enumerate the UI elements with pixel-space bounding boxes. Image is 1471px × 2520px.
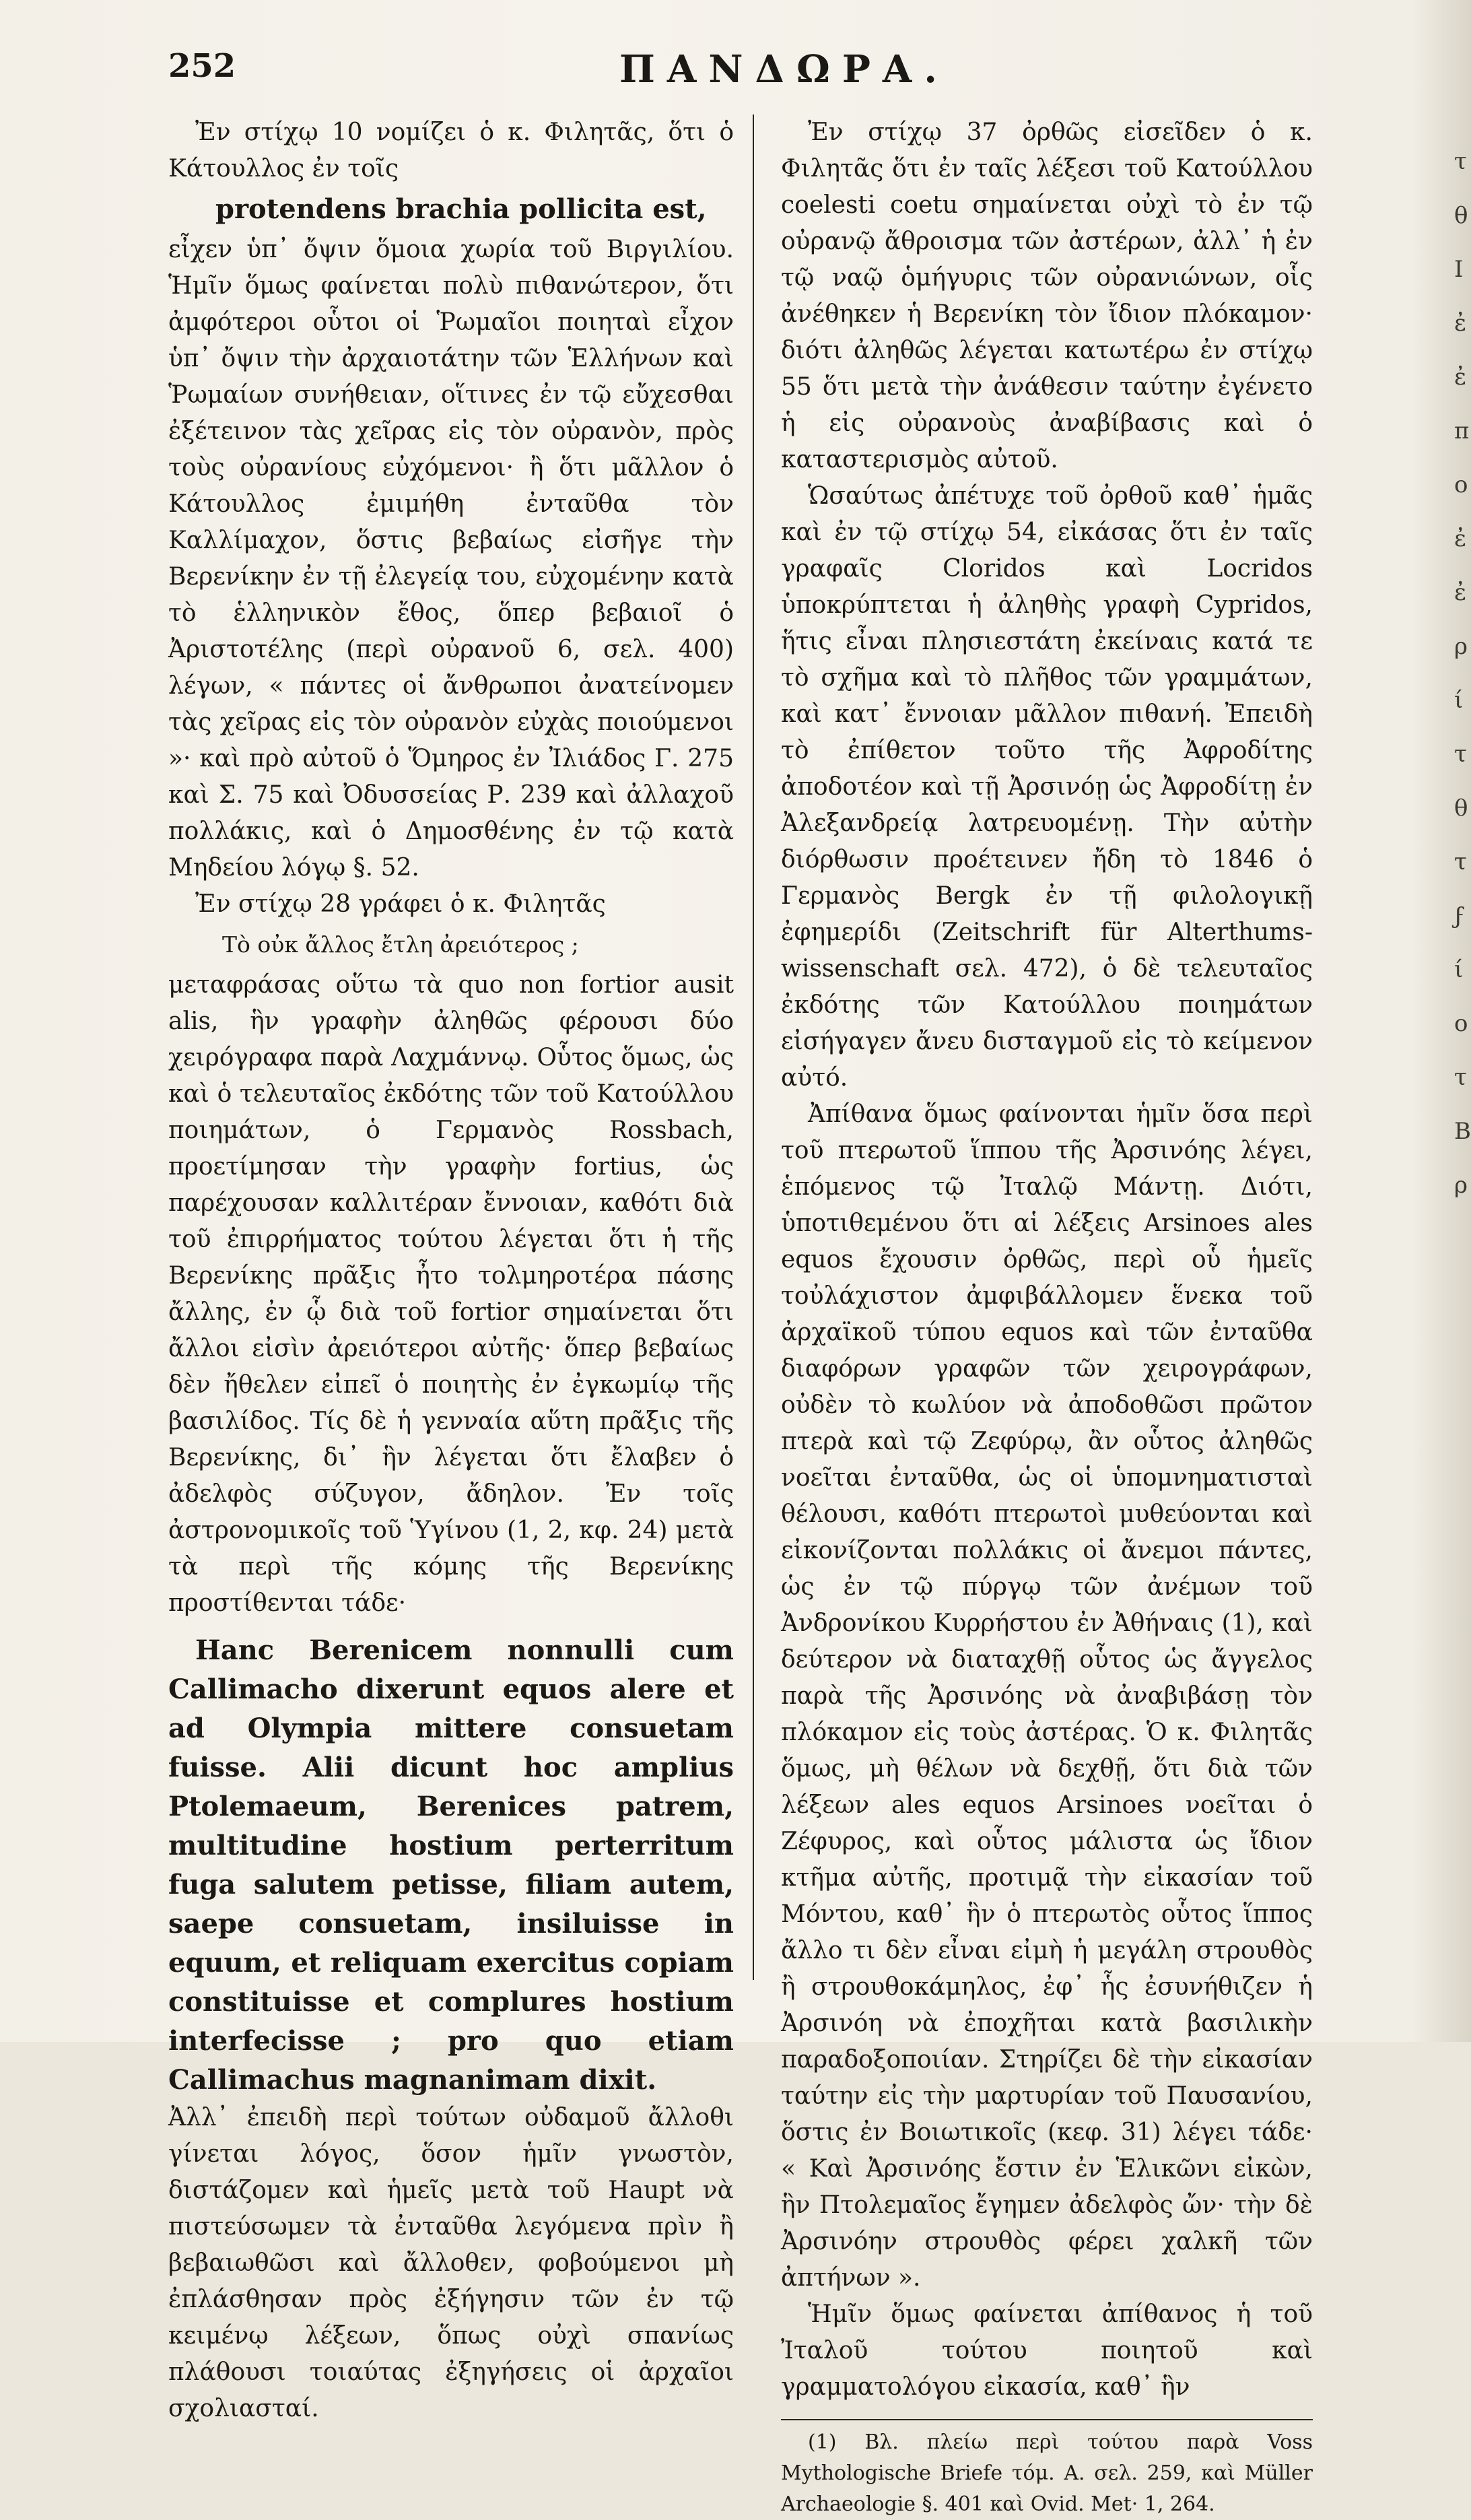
right-column bbox=[781, 114, 1313, 2520]
margin-glyph: θ bbox=[1454, 795, 1468, 822]
margin-glyph: Ι bbox=[1454, 256, 1464, 283]
page-number: 252 bbox=[168, 47, 236, 85]
latin-quotation: protendens brachia pollicita est, bbox=[215, 193, 707, 225]
paragraph: Ἀπίθανα ὅμως φαίνονται ἡμῖν ὅσα περὶ τοῦ πτερωτοῦ ἵππου τῆς Ἀρσινόης λέγει, ἑπόμενος τῷ Ἰταλῷ Μάντῃ. Διότι, ὑποτιθεμένου ὅτι αἱ λέξεις Arsinoes ales equos ἔχουσιν ὀρθῶς, περὶ οὗ ἡμεῖς τοὐλάχιστον ἀμφιβάλλομεν ἕνεκα τοῦ ἀρχαϊκοῦ τύπου equos καὶ τῶν ἐνταῦθα διαφόρων γραφῶν τῶν χειρογράφων, οὐδὲν τὸ κωλύον νὰ ἀποδοθῶσι πρῶτον πτερὰ καὶ τῷ Ζεφύρῳ, ἂν οὗτος ἀληθῶς νοεῖται ἐνταῦθα, ὡς οἱ ὑπομνηματισταὶ θέλουσι, καθότι πτερωτοὶ μυθεύονται καὶ εἰκονίζονται πολλάκις οἱ ἄνεμοι πάντες, ὡς ἐν τῷ πύργῳ τῶν ἀνέμων τοῦ Ἀνδρονίκου Κυρρήστου ἐν Ἀθήναις (1), καὶ δεύτερον νὰ διαταχθῇ οὗτος ὡς ἄγγελος παρὰ τῆς Ἀρσινόης νὰ ἀναβιβάσῃ τὸν πλόκαμον εἰς τοὺς ἀστέρας. Ὁ κ. Φιλητᾶς ὅμως, μὴ θέλων νὰ δεχθῇ, ὅτι διὰ τῶν λέξεων ales equos Arsinoes νοεῖται ὁ Ζέφυρος, καὶ οὗτος μάλιστα ὡς ἴδιον κτῆμα αὐτῆς, προτιμᾷ τὴν εἰκασίαν τοῦ Μόντου, καθ᾽ ἣν ὁ πτερωτὸς οὗτος ἵππος ἄλλο τι δὲν εἶναι εἰμὴ ἡ μεγάλη στρουθὸς ἢ στρουθοκάμηλος, ἐφ᾽ ἧς ἐσυνήθιζεν ἡ Ἀρσινόη νὰ ἐποχῆται κατὰ βασιλικὴν παραδοξοποιίαν. Στηρίζει δὲ τὴν εἰκασίαν ταύτην εἰς τὴν μαρτυρίαν τοῦ Παυσανίου, ὅστις ἐν Βοιωτικοῖς (κεφ. 31) λέγει τάδε· « Καὶ Ἀρσινόης ἔστιν ἐν Ἑλικῶνι εἰκὼν, ἣν Πτολεμαῖος ἔγημεν ἀδελφὸς ὤν· τὴν δὲ Ἀρσινόην στρουθὸς φέρει χαλκῆ τῶν ἀπτήνων ». bbox=[781, 1100, 1313, 2292]
footnote: (1) Βλ. πλείω περὶ τούτου παρὰ Voss Mythologische Briefe τόμ. Α. σελ. 259, καὶ Müller Archaeologie §. 401 καὶ Ovid. Met· 1, 264. bbox=[781, 2430, 1313, 2516]
running-title: ΠΑΝΔΩΡΑ. bbox=[619, 47, 949, 92]
margin-glyph: ρ bbox=[1454, 633, 1468, 660]
margin-glyph: π bbox=[1454, 418, 1470, 444]
paragraph: Ἀλλ᾽ ἐπειδὴ περὶ τούτων οὐδαμοῦ ἄλλοθι γίνεται λόγος, ὅσον ἡμῖν γνωστὸν, διστάζομεν καὶ ἡμεῖς μετὰ τοῦ Haupt νὰ πιστεύσωμεν τὰ ἐνταῦθα λεγόμενα πρὶν ἢ βεβαιωθῶσι καὶ ἄλλοθεν, φοβούμενοι μὴ ἐπλάσθησαν πρὸς ἐξήγησιν τῶν ἐν τῷ κειμένῳ λέξεων, ὅπως οὐχὶ σπανίως πλάθουσι τοιαύτας ἐξηγήσεις οἱ ἀρχαῖοι σχολιασταί. bbox=[168, 2104, 734, 2422]
margin-glyph: ο bbox=[1454, 1010, 1468, 1037]
paragraph: μεταφράσας οὕτω τὰ quo non fortior ausit alis, ἣν γραφὴν ἀληθῶς φέρουσι δύο χειρόγραφα παρὰ Λαχμάννῳ. Οὗτος ὅμως, ὡς καὶ ὁ τελευταῖος ἐκδότης τῶν τοῦ Κατούλλου ποιημάτων, ὁ Γερμανὸς Rossbach, προετίμησαν τὴν γραφὴν fortius, ὡς παρέχουσαν καλλιτέραν ἔννοιαν, καθότι διὰ τοῦ ἐπιρρήματος τούτου λέγεται ὅτι ἡ τῆς Βερενίκης πρᾶξις ἦτο τολμηροτέρα πάσης ἄλλης, ἐν ᾧ διὰ τοῦ fortior σημαίνεται ὅτι ἄλλοι εἰσὶν ἀρειότεροι αὐτῆς· ὅπερ βεβαίως δὲν ἤθελεν εἰπεῖ ὁ ποιητὴς ἐν ἐγκωμίῳ τῆς βασιλίδος. Τίς δὲ ἡ γενναία αὕτη πρᾶξις τῆς Βερενίκης, δι᾽ ἣν λέγεται ὅτι ἔλαβεν ὁ ἀδελφὸς σύζυγον, ἄδηλον. Ἐν τοῖς ἀστρονομικοῖς τοῦ Ὑγίνου (1, 2, κφ. 24) μετὰ τὰ περὶ τῆς κόμης τῆς Βερενίκης προστίθενται τάδε· bbox=[168, 971, 734, 1617]
latin-block-quotation: Hanc Berenicem nonnulli cum Callimacho dixerunt equos alere et ad Olympia mittere consuetam fuisse. Alii dicunt hoc amplius Ptolemaeum, Berenices patrem, multitudine hostium perterritum fuga salutem petisse, filiam autem, saepe consuetam, insiluisse in equum, et reliquam exercitus copiam constituisse et complures hostium interfecisse ; pro quo etiam Callimachus magnanimam dixit. bbox=[168, 1634, 734, 2096]
margin-glyph: ί bbox=[1454, 687, 1464, 714]
footnote-divider bbox=[781, 2419, 1313, 2420]
margin-glyph: ρ bbox=[1454, 1172, 1468, 1199]
margin-glyph: ἐ bbox=[1454, 525, 1467, 552]
paragraph: εἶχεν ὑπ᾽ ὄψιν ὅμοια χωρία τοῦ Βιργιλίου. Ἡμῖν ὅμως φαίνεται πολὺ πιθανώτερον, ὅτι ἀμφότεροι οὗτοι οἱ Ῥωμαῖοι ποιηταὶ εἶχον ὑπ᾽ ὄψιν τὴν ἀρχαιοτάτην τῶν Ἑλλήνων καὶ Ῥωμαίων συνήθειαν, οἵτινες ἐν τῷ εὔχεσθαι ἐξέτεινον τὰς χεῖρας εἰς τὸν οὐρανὸν, πρὸς τοὺς οὐρανίους εὐχόμενοι· ἢ ὅτι μᾶλλον ὁ Κάτουλλος ἐμιμήθη ἐνταῦθα τὸν Καλλίμαχον, ὅστις βεβαίως εἰσῆγε τὴν Βερενίκην ἐν τῇ ἐλεγείᾳ του, εὐχομένην κατὰ τὸ ἑλληνικὸν ἔθος, ὅπερ βεβαιοῖ ὁ Ἀριστοτέλης (περὶ οὐρανοῦ 6, σελ. 400) λέγων, « πάντες οἱ ἄνθρωποι ἀνατείνομεν τὰς χεῖρας εἰς τὸν οὐρανὸν εὐχὰς ποιούμενοι »· καὶ πρὸ αὐτοῦ ὁ Ὅμηρος ἐν Ἰλιάδος Γ. 275 καὶ Σ. 75 καὶ Ὀδυσσείας Ρ. 239 καὶ ἀλλαχοῦ πολλάκις, καὶ ὁ Δημοσθένης ἐν τῷ κατὰ Μηδείου λόγῳ §. 52. bbox=[168, 236, 734, 882]
margin-glyph: τ bbox=[1454, 849, 1467, 875]
column-divider bbox=[753, 114, 754, 1980]
margin-glyph: ί bbox=[1454, 956, 1464, 983]
paragraph: Ἐν στίχῳ 28 γράφει ὁ κ. Φιλητᾶς bbox=[195, 890, 606, 918]
margin-glyph: ἐ bbox=[1454, 579, 1467, 606]
margin-glyph: θ bbox=[1454, 202, 1468, 229]
margin-glyph: ἐ bbox=[1454, 364, 1467, 391]
left-column bbox=[168, 114, 734, 2427]
margin-glyph: ο bbox=[1454, 471, 1468, 498]
margin-glyph: τ bbox=[1454, 148, 1467, 175]
paragraph: Ἐν στίχῳ 37 ὀρθῶς εἰσεῖδεν ὁ κ. Φιλητᾶς ὅτι ἐν ταῖς λέξεσι τοῦ Κατούλλου coelesti coetu σημαίνεται οὐχὶ τὸ ἐν τῷ οὐρανῷ ἄθροισμα τῶν ἀστέρων, ἀλλ᾽ ἡ ἐν τῷ ναῷ ὁμήγυρις τῶν οὐρανιώνων, οἷς ἀνέθηκεν ἡ Βερενίκη τὸν ἴδιον πλόκαμον· διότι ἀληθῶς λέγεται κατωτέρω ἐν στίχῳ 55 ὅτι μετὰ τὴν ἀνάθεσιν ταύτην ἐγένετο ἡ εἰς οὐρανοὺς ἀναβίβασις καὶ ὁ καταστερισμὸς αὐτοῦ. bbox=[781, 119, 1313, 473]
paragraph: Ὡσαύτως ἀπέτυχε τοῦ ὀρθοῦ καθ᾽ ἡμᾶς καὶ ἐν τῷ στίχῳ 54, εἰκάσας ὅτι ἐν ταῖς γραφαῖς Cloridos καὶ Locridos ὑποκρύπτεται ἡ ἀληθὴς γραφὴ Cypridos, ἥτις εἶναι πλησιεστάτη ἐκείναις κατά τε τὸ σχῆμα καὶ τὸ πλῆθος τῶν γραμμάτων, καὶ κατ᾽ ἔννοιαν μᾶλλον πιθανή. Ἐπειδὴ τὸ ἐπίθετον τοῦτο τῆς Ἀφροδίτης ἀποδοτέον καὶ τῇ Ἀρσινόῃ ὡς Ἀφροδίτῃ ἐν Ἀλεξανδρείᾳ λατρευομένῃ. Τὴν αὐτὴν διόρθωσιν προέτεινεν ἤδη τὸ 1846 ὁ Γερμανὸς Bergk ἐν τῇ φιλολογικῇ ἐφημερίδι (Zeitschrift für Alterthums-wissenschaft σελ. 472), ὁ δὲ τελευταῖος ἐκδότης τῶν Κατούλλου ποιημάτων εἰσήγαγεν ἄνευ δισταγμοῦ εἰς τὸ κείμενον αὐτό. bbox=[781, 482, 1313, 1092]
margin-glyph: Β bbox=[1454, 1118, 1471, 1145]
margin-glyph: τ bbox=[1454, 741, 1467, 768]
paragraph: Ἡμῖν ὅμως φαίνεται ἀπίθανος ἡ τοῦ Ἰταλοῦ τούτου ποιητοῦ καὶ γραμματολόγου εἰκασία, καθ᾽ ἣν bbox=[781, 2300, 1313, 2401]
page-header bbox=[168, 47, 1320, 101]
facing-page-edge bbox=[1454, 135, 1471, 1212]
margin-glyph: ἐ bbox=[1454, 310, 1467, 337]
margin-glyph: ϝ bbox=[1454, 902, 1465, 929]
paragraph: Ἐν στίχῳ 10 νομίζει ὁ κ. Φιλητᾶς, ὅτι ὁ Κάτουλλος ἐν τοῖς bbox=[168, 119, 734, 183]
margin-glyph: τ bbox=[1454, 1064, 1467, 1091]
greek-quotation: Τὸ οὐκ ἄλλος ἔτλη ἀρειότερος ; bbox=[222, 931, 579, 958]
